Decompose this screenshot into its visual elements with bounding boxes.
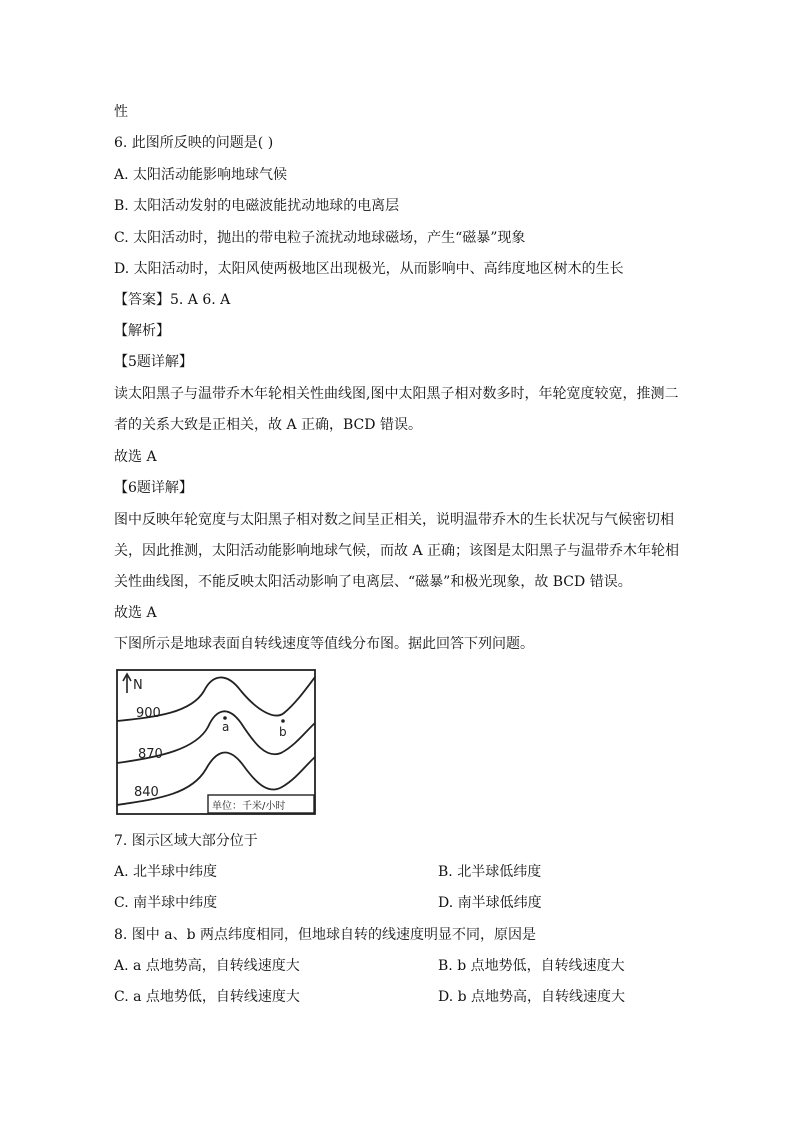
q5-detail-line-2: 者的关系大致是正相关，故 A 正确，BCD 错误。 xyxy=(114,417,422,433)
q6-option-c: C. 太阳活动时，抛出的带电粒子流扰动地球磁场，产生“磁暴”现象 xyxy=(114,230,526,246)
q7-option-a: A. 北半球中纬度 xyxy=(114,864,218,880)
q7-stem: 7. 图示区域大部分位于 xyxy=(114,833,258,849)
q6-conclusion: 故选 A xyxy=(114,605,157,621)
q6-option-d: D. 太阳活动时，太阳风使两极地区出现极光，从而影响中、高纬度地区树木的生长 xyxy=(114,261,624,277)
isoline-label-900: 900 xyxy=(136,706,161,721)
q6-detail-line-1: 图中反映年轮宽度与太阳黑子相对数之间呈正相关，说明温带乔木的生长状况与气候密切相 xyxy=(114,512,674,528)
q6-detail-heading: 【6题详解】 xyxy=(114,480,193,496)
answer-line: 【答案】5. A 6. A xyxy=(114,292,231,308)
isoline-label-870: 870 xyxy=(138,747,163,762)
q8-option-a: A. a 点地势高，自转线速度大 xyxy=(114,958,300,974)
q5-detail-heading: 【5题详解】 xyxy=(114,354,193,370)
q8-option-b: B. b 点地势低，自转线速度大 xyxy=(438,958,625,974)
q8-option-c: C. a 点地势低，自转线速度大 xyxy=(114,989,300,1005)
figure-intro: 下图所示是地球表面自转线速度等值线分布图。据此回答下列问题。 xyxy=(114,636,534,652)
q6-option-b: B. 太阳活动发射的电磁波能扰动地球的电离层 xyxy=(114,198,400,214)
q6-option-a: A. 太阳活动能影响地球气候 xyxy=(114,167,288,183)
unit-label: 单位：千米/小时 xyxy=(212,801,286,812)
q6-detail-line-3: 关性曲线图，不能反映太阳活动影响了电离层、“磁暴”和极光现象，故 BCD 错误。 xyxy=(114,574,632,590)
point-a-label: a xyxy=(222,720,230,734)
q8-stem: 8. 图中 a、b 两点纬度相同，但地球自转的线速度明显不同，原因是 xyxy=(114,927,537,943)
point-b-dot xyxy=(281,719,285,723)
isoline-map-figure xyxy=(116,669,316,815)
q7-option-d: D. 南半球低纬度 xyxy=(438,895,542,911)
q6-detail-line-2: 关，因此推测，太阳活动能影响地球气候，而故 A 正确；该图是太阳黑子与温带乔木年轮相 xyxy=(114,543,680,559)
q8-option-d: D. b 点地势高，自转线速度大 xyxy=(438,989,626,1005)
north-label: N xyxy=(133,678,143,693)
line-0: 性 xyxy=(114,104,128,120)
isoline-label-840: 840 xyxy=(134,785,159,800)
q5-conclusion: 故选 A xyxy=(114,449,157,465)
q5-detail-line-1: 读太阳黑子与温带乔木年轮相关性曲线图,图中太阳黑子相对数多时，年轮宽度较宽，推测二 xyxy=(114,386,679,402)
analysis-heading: 【解析】 xyxy=(114,323,170,339)
q7-option-b: B. 北半球低纬度 xyxy=(438,864,542,880)
point-b-label: b xyxy=(279,725,287,739)
q6-stem: 6. 此图所反映的问题是( ) xyxy=(114,135,274,151)
q7-option-c: C. 南半球中纬度 xyxy=(114,895,218,911)
